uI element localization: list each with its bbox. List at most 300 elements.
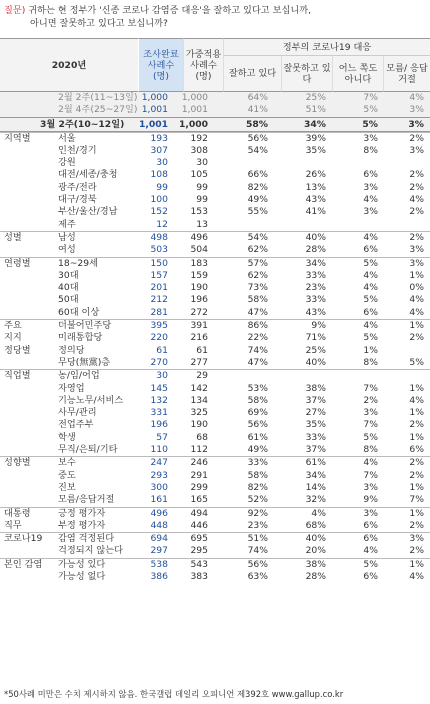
pct-cell: 2% xyxy=(409,206,424,218)
pct-cell: 33% xyxy=(305,269,326,281)
pct-cell: 56% xyxy=(247,132,268,144)
pct-cell: 1% xyxy=(409,269,424,281)
table-header xyxy=(0,38,430,92)
row-group: 직업별 xyxy=(4,370,31,382)
sample-size: 498 xyxy=(150,231,168,243)
pct-cell: 5% xyxy=(409,356,424,368)
weighted-size: 494 xyxy=(190,507,208,519)
pct-cell: 4% xyxy=(363,320,378,332)
pct-cell: 74% xyxy=(247,545,268,557)
weighted-size: 496 xyxy=(190,231,208,243)
row-label: 학생 xyxy=(58,431,76,443)
table-row xyxy=(0,369,430,382)
pct-cell: 51% xyxy=(247,533,268,545)
weighted-size: 383 xyxy=(190,570,208,582)
weighted-size: 308 xyxy=(190,144,208,156)
row-label: 긍정 평가자 xyxy=(58,507,106,519)
row-label: 감염 걱정된다 xyxy=(58,533,115,545)
sample-size: 99 xyxy=(156,181,168,193)
pct-cell: 64% xyxy=(247,92,268,103)
row-group: 성향별 xyxy=(4,457,31,469)
sample-size: 161 xyxy=(150,494,168,506)
sample-size: 395 xyxy=(150,320,168,332)
weighted-size: 142 xyxy=(190,382,208,394)
pct-cell: 35% xyxy=(305,144,326,156)
sample-size: 220 xyxy=(150,332,168,344)
pct-cell: 3% xyxy=(363,132,378,144)
pct-cell: 7% xyxy=(363,382,378,394)
pct-cell: 4% xyxy=(363,269,378,281)
pct-cell: 63% xyxy=(247,570,268,582)
pct-cell: 14% xyxy=(305,481,326,493)
row-label: 30대 xyxy=(58,269,79,281)
sample-size: 297 xyxy=(150,545,168,557)
weighted-size: 504 xyxy=(190,244,208,256)
footnote: *50사례 미만은 수치 제시하지 않음. 한국갤럽 데일리 오피니언 제392호 www.gallup.co.kr xyxy=(4,689,344,699)
table-row xyxy=(0,257,430,270)
pct-cell: 82% xyxy=(247,481,268,493)
weighted-size: 391 xyxy=(190,320,208,332)
weighted-size: 30 xyxy=(196,157,208,169)
pct-cell: 40% xyxy=(305,356,326,368)
pct-cell: 54% xyxy=(247,144,268,156)
weighted-size: 68 xyxy=(196,431,208,443)
weighted-size: 1,001 xyxy=(181,104,208,116)
weighted-size: 246 xyxy=(190,457,208,469)
question-tag: 질문) xyxy=(4,5,26,16)
row-label: 50대 xyxy=(58,294,79,306)
pct-cell: 5% xyxy=(363,558,378,570)
row-label: 서울 xyxy=(58,132,76,144)
pct-cell: 2% xyxy=(409,181,424,193)
pct-cell: 7% xyxy=(363,92,378,103)
row-label: 인천/경기 xyxy=(58,144,97,156)
row-label: 무직/은퇴/기타 xyxy=(58,444,118,456)
pct-cell: 43% xyxy=(305,306,326,318)
weighted-size: 61 xyxy=(196,344,208,356)
pct-cell: 33% xyxy=(305,431,326,443)
pct-cell: 4% xyxy=(409,92,424,103)
row-group: 지역별 xyxy=(4,132,31,144)
weighted-size: 196 xyxy=(190,294,208,306)
pct-cell: 3% xyxy=(363,181,378,193)
pct-cell: 40% xyxy=(305,231,326,243)
pct-cell: 1% xyxy=(409,507,424,519)
pct-cell: 1% xyxy=(363,344,378,356)
row-label: 18~29세 xyxy=(58,257,98,269)
header-year: 2020년 xyxy=(0,38,138,92)
pct-cell: 34% xyxy=(305,257,326,269)
pct-cell: 6% xyxy=(363,244,378,256)
pct-cell: 3% xyxy=(363,481,378,493)
row-group: 직무 xyxy=(4,519,22,531)
pct-cell: 4% xyxy=(409,570,424,582)
pct-cell: 71% xyxy=(305,332,326,344)
table-row xyxy=(0,395,430,407)
pct-cell: 3% xyxy=(408,118,424,130)
table-row xyxy=(0,456,430,469)
pct-cell: 4% xyxy=(363,545,378,557)
row-label: 정의당 xyxy=(58,344,85,356)
pct-cell: 7% xyxy=(409,494,424,506)
weighted-size: 29 xyxy=(196,370,208,382)
weighted-size: 695 xyxy=(190,533,208,545)
pct-cell: 22% xyxy=(247,332,268,344)
sample-size: 496 xyxy=(150,507,168,519)
sample-size: 1,001 xyxy=(141,104,168,116)
pct-cell: 6% xyxy=(363,519,378,531)
pct-cell: 86% xyxy=(247,320,268,332)
pct-cell: 40% xyxy=(305,533,326,545)
pct-cell: 3% xyxy=(409,144,424,156)
pct-cell: 58% xyxy=(247,469,268,481)
weighted-size: 99 xyxy=(196,181,208,193)
pct-cell: 52% xyxy=(247,494,268,506)
pct-cell: 38% xyxy=(305,382,326,394)
pct-cell: 37% xyxy=(305,444,326,456)
table-row xyxy=(0,194,430,206)
table-row xyxy=(0,169,430,181)
row-label: 60대 이상 xyxy=(58,306,100,318)
pct-cell: 2% xyxy=(409,419,424,431)
row-group: 정당별 xyxy=(4,344,31,356)
sample-size: 538 xyxy=(150,558,168,570)
sample-size: 694 xyxy=(150,533,168,545)
weighted-size: 190 xyxy=(190,419,208,431)
pct-cell: 5% xyxy=(363,104,378,116)
pct-cell: 8% xyxy=(363,356,378,368)
table-row xyxy=(0,494,430,506)
pct-cell: 9% xyxy=(363,494,378,506)
weighted-size: 13 xyxy=(196,218,208,230)
pct-cell: 4% xyxy=(363,194,378,206)
pct-cell: 13% xyxy=(305,181,326,193)
row-label: 사무/관리 xyxy=(58,407,97,419)
pct-cell: 1% xyxy=(409,481,424,493)
sample-size: 281 xyxy=(150,306,168,318)
table-row xyxy=(0,444,430,456)
row-label: 부산/울산/경남 xyxy=(58,206,118,218)
pct-cell: 7% xyxy=(363,469,378,481)
pct-cell: 62% xyxy=(247,244,268,256)
table-row xyxy=(0,345,430,357)
results-table xyxy=(0,38,430,583)
table-row xyxy=(0,244,430,256)
pct-cell: 1% xyxy=(409,382,424,394)
pct-cell: 4% xyxy=(363,282,378,294)
table-row xyxy=(0,307,430,319)
pct-cell: 4% xyxy=(363,231,378,243)
sample-size: 157 xyxy=(150,269,168,281)
pct-cell: 34% xyxy=(305,469,326,481)
table-row xyxy=(0,92,430,104)
pct-cell: 5% xyxy=(363,257,378,269)
pct-cell: 37% xyxy=(305,394,326,406)
pct-cell: 47% xyxy=(247,306,268,318)
pct-cell: 39% xyxy=(305,132,326,144)
pct-cell: 4% xyxy=(409,194,424,206)
sample-size: 503 xyxy=(150,244,168,256)
row-label: 대전/세종/충청 xyxy=(58,169,118,181)
pct-cell: 2% xyxy=(409,132,424,144)
pct-cell: 73% xyxy=(247,282,268,294)
pct-cell: 54% xyxy=(247,231,268,243)
row-label: 가능성 없다 xyxy=(58,570,106,582)
weighted-size: 1,000 xyxy=(181,92,208,103)
row-label: 대구/경북 xyxy=(58,194,97,206)
pct-cell: 25% xyxy=(305,344,326,356)
row-label: 광주/전라 xyxy=(58,181,97,193)
table-row xyxy=(0,545,430,557)
pct-cell: 6% xyxy=(363,169,378,181)
pct-cell: 3% xyxy=(409,104,424,116)
pct-cell: 3% xyxy=(409,533,424,545)
pct-cell: 8% xyxy=(363,444,378,456)
pct-cell: 3% xyxy=(363,507,378,519)
pct-cell: 49% xyxy=(247,194,268,206)
sample-size: 61 xyxy=(156,344,168,356)
pct-cell: 66% xyxy=(247,169,268,181)
question xyxy=(4,4,428,30)
pct-cell: 33% xyxy=(305,294,326,306)
pct-cell: 7% xyxy=(363,419,378,431)
sample-size: 270 xyxy=(150,356,168,368)
table-row xyxy=(0,571,430,583)
table-row xyxy=(0,482,430,494)
pct-cell: 25% xyxy=(305,92,326,103)
question-line1: 귀하는 현 정부가 '신종 코로나 감염증 대응'을 잘하고 있다고 보십니까, xyxy=(28,5,312,16)
pct-cell: 92% xyxy=(247,507,268,519)
row-label: 미래통합당 xyxy=(58,332,103,344)
weighted-size: 112 xyxy=(190,444,208,456)
weighted-size: 543 xyxy=(190,558,208,570)
weighted-size: 153 xyxy=(190,206,208,218)
sample-size: 145 xyxy=(150,382,168,394)
pct-cell: 1% xyxy=(409,558,424,570)
table-row xyxy=(0,383,430,395)
table-row xyxy=(0,507,430,520)
header-response-group: 정부의 코로나19 대응 xyxy=(223,38,430,56)
table-row xyxy=(0,432,430,444)
pct-cell: 55% xyxy=(247,206,268,218)
weighted-size: 272 xyxy=(190,306,208,318)
table-row xyxy=(0,407,430,419)
pct-cell: 4% xyxy=(409,294,424,306)
sample-size: 152 xyxy=(150,206,168,218)
table-row xyxy=(0,104,430,116)
weighted-size: 165 xyxy=(190,494,208,506)
row-group: 성별 xyxy=(4,231,22,243)
row-label: 3월 2주(10~12일) xyxy=(40,118,125,130)
header-col-neither: 어느 쪽도 아니다 xyxy=(332,56,383,92)
pct-cell: 2% xyxy=(409,457,424,469)
row-label: 무당(無黨)층 xyxy=(58,356,111,368)
table-row xyxy=(0,231,430,244)
pct-cell: 2% xyxy=(363,394,378,406)
pct-cell: 1% xyxy=(409,431,424,443)
table-row xyxy=(0,332,430,344)
pct-cell: 62% xyxy=(247,269,268,281)
header-weighted-size: 가중적용 사례수 (명) xyxy=(183,38,223,92)
sample-size: 448 xyxy=(150,519,168,531)
pct-cell: 3% xyxy=(363,407,378,419)
sample-size: 196 xyxy=(150,419,168,431)
pct-cell: 69% xyxy=(247,407,268,419)
pct-cell: 2% xyxy=(409,332,424,344)
pct-cell: 57% xyxy=(247,257,268,269)
row-label: 강원 xyxy=(58,157,76,169)
weighted-size: 277 xyxy=(190,356,208,368)
weighted-size: 134 xyxy=(190,394,208,406)
pct-cell: 6% xyxy=(363,306,378,318)
pct-cell: 32% xyxy=(305,494,326,506)
weighted-size: 446 xyxy=(190,519,208,531)
pct-cell: 58% xyxy=(247,294,268,306)
pct-cell: 4% xyxy=(409,306,424,318)
row-label: 진보 xyxy=(58,481,76,493)
header-sample-size: 조사완료 사례수 (명) xyxy=(138,38,183,92)
pct-cell: 4% xyxy=(363,457,378,469)
weighted-size: 291 xyxy=(190,469,208,481)
weighted-size: 190 xyxy=(190,282,208,294)
sample-size: 331 xyxy=(150,407,168,419)
row-label: 중도 xyxy=(58,469,76,481)
pct-cell: 0% xyxy=(409,282,424,294)
header-col-bad: 잘못하고 있다 xyxy=(281,56,332,92)
sample-size: 30 xyxy=(156,157,168,169)
row-label: 여성 xyxy=(58,244,76,256)
pct-cell: 34% xyxy=(304,118,326,130)
pct-cell: 41% xyxy=(247,104,268,116)
sample-size: 247 xyxy=(150,457,168,469)
pct-cell: 61% xyxy=(247,431,268,443)
pct-cell: 41% xyxy=(305,206,326,218)
row-group: 연령별 xyxy=(4,257,31,269)
table-row xyxy=(0,558,430,571)
pct-cell: 56% xyxy=(247,558,268,570)
weighted-size: 1,000 xyxy=(178,118,208,130)
row-label: 전업주부 xyxy=(58,419,94,431)
sample-size: 110 xyxy=(150,444,168,456)
header-col-dk: 모름/ 응답거절 xyxy=(383,56,430,92)
pct-cell: 28% xyxy=(305,570,326,582)
row-group: 코로나19 xyxy=(4,533,43,545)
header-col-good: 잘하고 있다 xyxy=(223,56,281,92)
pct-cell: 47% xyxy=(247,356,268,368)
row-group: 주요 xyxy=(4,320,22,332)
sample-size: 201 xyxy=(150,282,168,294)
question-line2: 아니면 잘못하고 있다고 보십니까? xyxy=(30,18,168,29)
pct-cell: 35% xyxy=(305,419,326,431)
table-row xyxy=(0,282,430,294)
sample-size: 293 xyxy=(150,469,168,481)
pct-cell: 26% xyxy=(305,169,326,181)
row-label: 가능성 있다 xyxy=(58,558,106,570)
weighted-size: 216 xyxy=(190,332,208,344)
pct-cell: 5% xyxy=(362,118,378,130)
row-label: 농/임/어업 xyxy=(58,370,100,382)
weighted-size: 99 xyxy=(196,194,208,206)
row-label: 보수 xyxy=(58,457,76,469)
pct-cell: 5% xyxy=(363,332,378,344)
table-row xyxy=(0,470,430,482)
sample-size: 30 xyxy=(156,370,168,382)
table-row xyxy=(0,206,430,218)
sample-size: 212 xyxy=(150,294,168,306)
row-group: 지지 xyxy=(4,332,22,344)
pct-cell: 4% xyxy=(409,394,424,406)
pct-cell: 6% xyxy=(363,570,378,582)
row-group: 본인 감염 xyxy=(4,558,43,570)
pct-cell: 38% xyxy=(305,558,326,570)
weighted-size: 159 xyxy=(190,269,208,281)
pct-cell: 43% xyxy=(305,194,326,206)
pct-cell: 51% xyxy=(305,104,326,116)
table-row xyxy=(0,182,430,194)
sample-size: 150 xyxy=(150,257,168,269)
sample-size: 307 xyxy=(150,144,168,156)
sample-size: 193 xyxy=(150,132,168,144)
pct-cell: 49% xyxy=(247,444,268,456)
pct-cell: 6% xyxy=(363,533,378,545)
pct-cell: 27% xyxy=(305,407,326,419)
sample-size: 57 xyxy=(156,431,168,443)
pct-cell: 2% xyxy=(409,469,424,481)
pct-cell: 28% xyxy=(305,244,326,256)
pct-cell: 2% xyxy=(409,545,424,557)
pct-cell: 20% xyxy=(305,545,326,557)
sample-size: 100 xyxy=(150,194,168,206)
pct-cell: 58% xyxy=(246,118,268,130)
pct-cell: 23% xyxy=(305,282,326,294)
table-row xyxy=(0,117,430,132)
table-row xyxy=(0,532,430,545)
pct-cell: 4% xyxy=(311,507,326,519)
table-row xyxy=(0,319,430,332)
row-label: 제주 xyxy=(58,218,76,230)
pct-cell: 3% xyxy=(409,244,424,256)
table-row xyxy=(0,219,430,231)
row-label: 2월 4주(25~27일) xyxy=(58,104,138,116)
pct-cell: 2% xyxy=(409,231,424,243)
sample-size: 1,000 xyxy=(141,92,168,103)
table-row xyxy=(0,145,430,157)
pct-cell: 53% xyxy=(247,382,268,394)
sample-size: 300 xyxy=(150,481,168,493)
weighted-size: 192 xyxy=(190,132,208,144)
pct-cell: 1% xyxy=(409,320,424,332)
row-label: 걱정되지 않는다 xyxy=(58,545,124,557)
row-label: 40대 xyxy=(58,282,79,294)
pct-cell: 74% xyxy=(247,344,268,356)
sample-size: 386 xyxy=(150,570,168,582)
pct-cell: 68% xyxy=(305,519,326,531)
sample-size: 108 xyxy=(150,169,168,181)
row-label: 자영업 xyxy=(58,382,85,394)
row-label: 남성 xyxy=(58,231,76,243)
sample-size: 132 xyxy=(150,394,168,406)
row-label: 2월 2주(11~13일) xyxy=(58,92,138,103)
pct-cell: 23% xyxy=(247,519,268,531)
table-row xyxy=(0,419,430,431)
pct-cell: 9% xyxy=(311,320,326,332)
weighted-size: 299 xyxy=(190,481,208,493)
table-row xyxy=(0,357,430,369)
sample-size: 1,001 xyxy=(138,118,168,130)
pct-cell: 1% xyxy=(409,407,424,419)
pct-cell: 2% xyxy=(409,169,424,181)
weighted-size: 105 xyxy=(190,169,208,181)
